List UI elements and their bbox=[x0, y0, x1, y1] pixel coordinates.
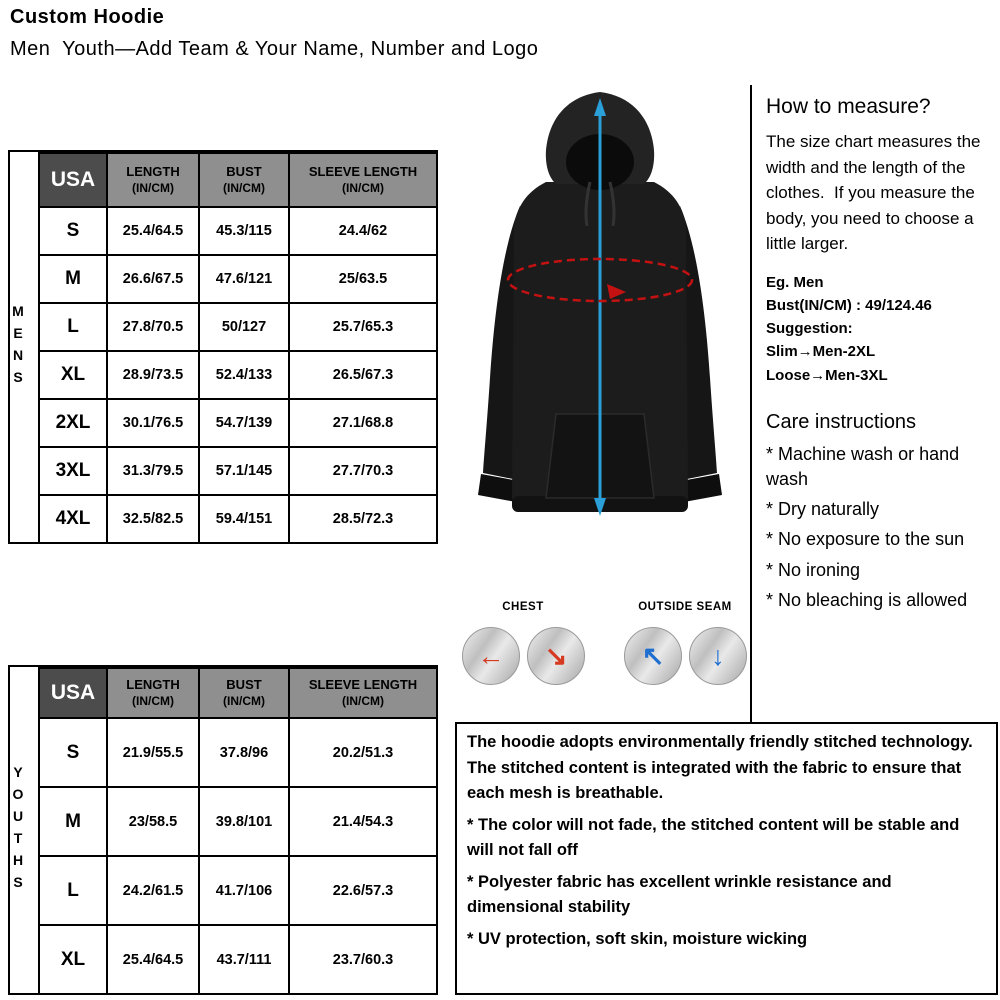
chest-width-arrow-icon: ← bbox=[477, 640, 505, 671]
seam-fold-arrow-icon: ↖ bbox=[641, 640, 665, 671]
bust-cell: 57.1/145 bbox=[199, 447, 289, 495]
example-line: Slim→Men-2XL bbox=[766, 343, 876, 361]
chest-diagonal-arrow-icon: ↘ bbox=[544, 640, 568, 671]
column-label: BUST bbox=[226, 163, 262, 179]
bust-cell: 45.3/115 bbox=[199, 207, 289, 255]
sleeve-cell: 27.7/70.3 bbox=[289, 447, 437, 495]
size-cell: 2XL bbox=[39, 399, 107, 447]
bust-header-cell bbox=[199, 153, 289, 207]
length-cell: 30.1/76.5 bbox=[107, 399, 199, 447]
length-cell: 25.4/64.5 bbox=[107, 207, 199, 255]
table-row bbox=[39, 925, 437, 994]
product-notes-box bbox=[455, 722, 998, 995]
table-row bbox=[39, 495, 437, 543]
table-row bbox=[39, 399, 437, 447]
bust-cell: 39.8/101 bbox=[199, 787, 289, 856]
example-line: Bust(IN/CM) : 49/124.46 bbox=[766, 296, 932, 314]
length-cell: 28.9/73.5 bbox=[107, 351, 199, 399]
column-unit: (IN/CM) bbox=[223, 180, 265, 195]
size-cell: 4XL bbox=[39, 495, 107, 543]
page-subtitle: Men Youth—Add Team & Your Name, Number and Logo bbox=[10, 38, 539, 60]
example-line: Loose→Men-3XL bbox=[766, 366, 888, 384]
column-label: SLEEVE LENGTH bbox=[308, 163, 418, 179]
length-cell: 23/58.5 bbox=[107, 787, 199, 856]
care-item: * No ironing bbox=[766, 559, 861, 580]
bust-cell: 52.4/133 bbox=[199, 351, 289, 399]
example-line: Eg. Men bbox=[766, 273, 824, 291]
product-note-item: * The color will not fade, the stitched content will be stable and will not fall off bbox=[467, 815, 960, 860]
length-cell: 25.4/64.5 bbox=[107, 925, 199, 994]
product-notes-intro: The hoodie adopts environmentally friendly stitched technology. The stitched content is integrated with the fabric to ensure that each mesh is breathable. bbox=[467, 733, 973, 803]
chest-label: CHEST bbox=[502, 601, 544, 613]
header-row bbox=[39, 668, 437, 718]
size-cell: L bbox=[39, 303, 107, 351]
sizing-example-block bbox=[766, 271, 994, 387]
chest-fabric-circle-1 bbox=[462, 627, 520, 685]
mens-size-grid bbox=[38, 152, 438, 544]
how-to-measure-panel bbox=[750, 85, 998, 722]
length-cell: 26.6/67.5 bbox=[107, 255, 199, 303]
sleeve-cell: 22.6/57.3 bbox=[289, 856, 437, 925]
sleeve-header-cell bbox=[289, 153, 437, 207]
care-item: * No bleaching is allowed bbox=[766, 589, 968, 610]
table-row bbox=[39, 787, 437, 856]
column-unit: (IN/CM) bbox=[342, 180, 384, 195]
column-unit: (IN/CM) bbox=[132, 693, 174, 708]
size-cell: XL bbox=[39, 925, 107, 994]
column-label: SLEEVE LENGTH bbox=[308, 676, 418, 692]
length-header-cell bbox=[107, 668, 199, 718]
bust-cell: 41.7/106 bbox=[199, 856, 289, 925]
youths-size-table bbox=[8, 665, 438, 995]
sleeve-cell: 24.4/62 bbox=[289, 207, 437, 255]
page-title: Custom Hoodie bbox=[10, 6, 165, 28]
sleeve-cell: 20.2/51.3 bbox=[289, 718, 437, 787]
column-unit: (IN/CM) bbox=[223, 693, 265, 708]
size-cell: M bbox=[39, 787, 107, 856]
outside-seam-label: OUTSIDE SEAM bbox=[638, 601, 732, 613]
youths-size-grid bbox=[38, 667, 438, 995]
sleeve-cell: 28.5/72.3 bbox=[289, 495, 437, 543]
bust-header-cell bbox=[199, 668, 289, 718]
length-cell: 32.5/82.5 bbox=[107, 495, 199, 543]
table-row bbox=[39, 718, 437, 787]
care-item: * Dry naturally bbox=[766, 499, 880, 520]
care-item: * No exposure to the sun bbox=[766, 529, 965, 550]
mens-size-table bbox=[8, 150, 438, 544]
table-row bbox=[39, 351, 437, 399]
sleeve-header-cell bbox=[289, 668, 437, 718]
how-to-measure-body: The size chart measures the width and the length of the clothes. If you measure the body, you need to choose a little larger. bbox=[766, 132, 986, 253]
seam-down-arrow-icon: ↓ bbox=[711, 640, 725, 671]
seam-fabric-circle-1 bbox=[624, 627, 682, 685]
table-row bbox=[39, 447, 437, 495]
sleeve-cell: 25.7/65.3 bbox=[289, 303, 437, 351]
size-cell: XL bbox=[39, 351, 107, 399]
column-label: LENGTH bbox=[126, 676, 180, 692]
column-unit: (IN/CM) bbox=[132, 180, 174, 195]
length-cell: 24.2/61.5 bbox=[107, 856, 199, 925]
size-cell: S bbox=[39, 207, 107, 255]
table-row bbox=[39, 255, 437, 303]
youths-group-label: YOUTHS bbox=[10, 764, 26, 896]
size-cell: M bbox=[39, 255, 107, 303]
length-cell: 31.3/79.5 bbox=[107, 447, 199, 495]
table-row bbox=[39, 207, 437, 255]
column-unit: (IN/CM) bbox=[342, 693, 384, 708]
table-row bbox=[39, 303, 437, 351]
usa-header-cell: USA bbox=[39, 153, 107, 207]
chest-fabric-circle-2 bbox=[527, 627, 585, 685]
sleeve-cell: 25/63.5 bbox=[289, 255, 437, 303]
care-item: * Machine wash or hand wash bbox=[766, 443, 960, 489]
size-cell: S bbox=[39, 718, 107, 787]
column-label: BUST bbox=[226, 676, 262, 692]
seam-fabric-circle-2 bbox=[689, 627, 747, 685]
sleeve-cell: 21.4/54.3 bbox=[289, 787, 437, 856]
bust-cell: 43.7/111 bbox=[199, 925, 289, 994]
bust-cell: 54.7/139 bbox=[199, 399, 289, 447]
product-note-item: * UV protection, soft skin, moisture wicking bbox=[467, 929, 808, 948]
example-line: Suggestion: bbox=[766, 320, 853, 337]
length-header-cell bbox=[107, 153, 199, 207]
header-row bbox=[39, 153, 437, 207]
length-cell: 27.8/70.5 bbox=[107, 303, 199, 351]
table-row bbox=[39, 856, 437, 925]
size-cell: 3XL bbox=[39, 447, 107, 495]
sleeve-cell: 23.7/60.3 bbox=[289, 925, 437, 994]
hoodie-image bbox=[450, 78, 750, 598]
sleeve-cell: 27.1/68.8 bbox=[289, 399, 437, 447]
care-instructions-heading: Care instructions bbox=[766, 410, 917, 433]
bust-cell: 50/127 bbox=[199, 303, 289, 351]
size-cell: L bbox=[39, 856, 107, 925]
length-cell: 21.9/55.5 bbox=[107, 718, 199, 787]
bust-cell: 37.8/96 bbox=[199, 718, 289, 787]
mens-group-label: MENS bbox=[10, 303, 26, 391]
usa-header-cell: USA bbox=[39, 668, 107, 718]
column-label: LENGTH bbox=[126, 163, 180, 179]
bust-cell: 47.6/121 bbox=[199, 255, 289, 303]
how-to-measure-heading: How to measure? bbox=[766, 95, 931, 118]
bust-cell: 59.4/151 bbox=[199, 495, 289, 543]
sleeve-cell: 26.5/67.3 bbox=[289, 351, 437, 399]
product-note-item: * Polyester fabric has excellent wrinkle resistance and dimensional stability bbox=[467, 872, 892, 917]
